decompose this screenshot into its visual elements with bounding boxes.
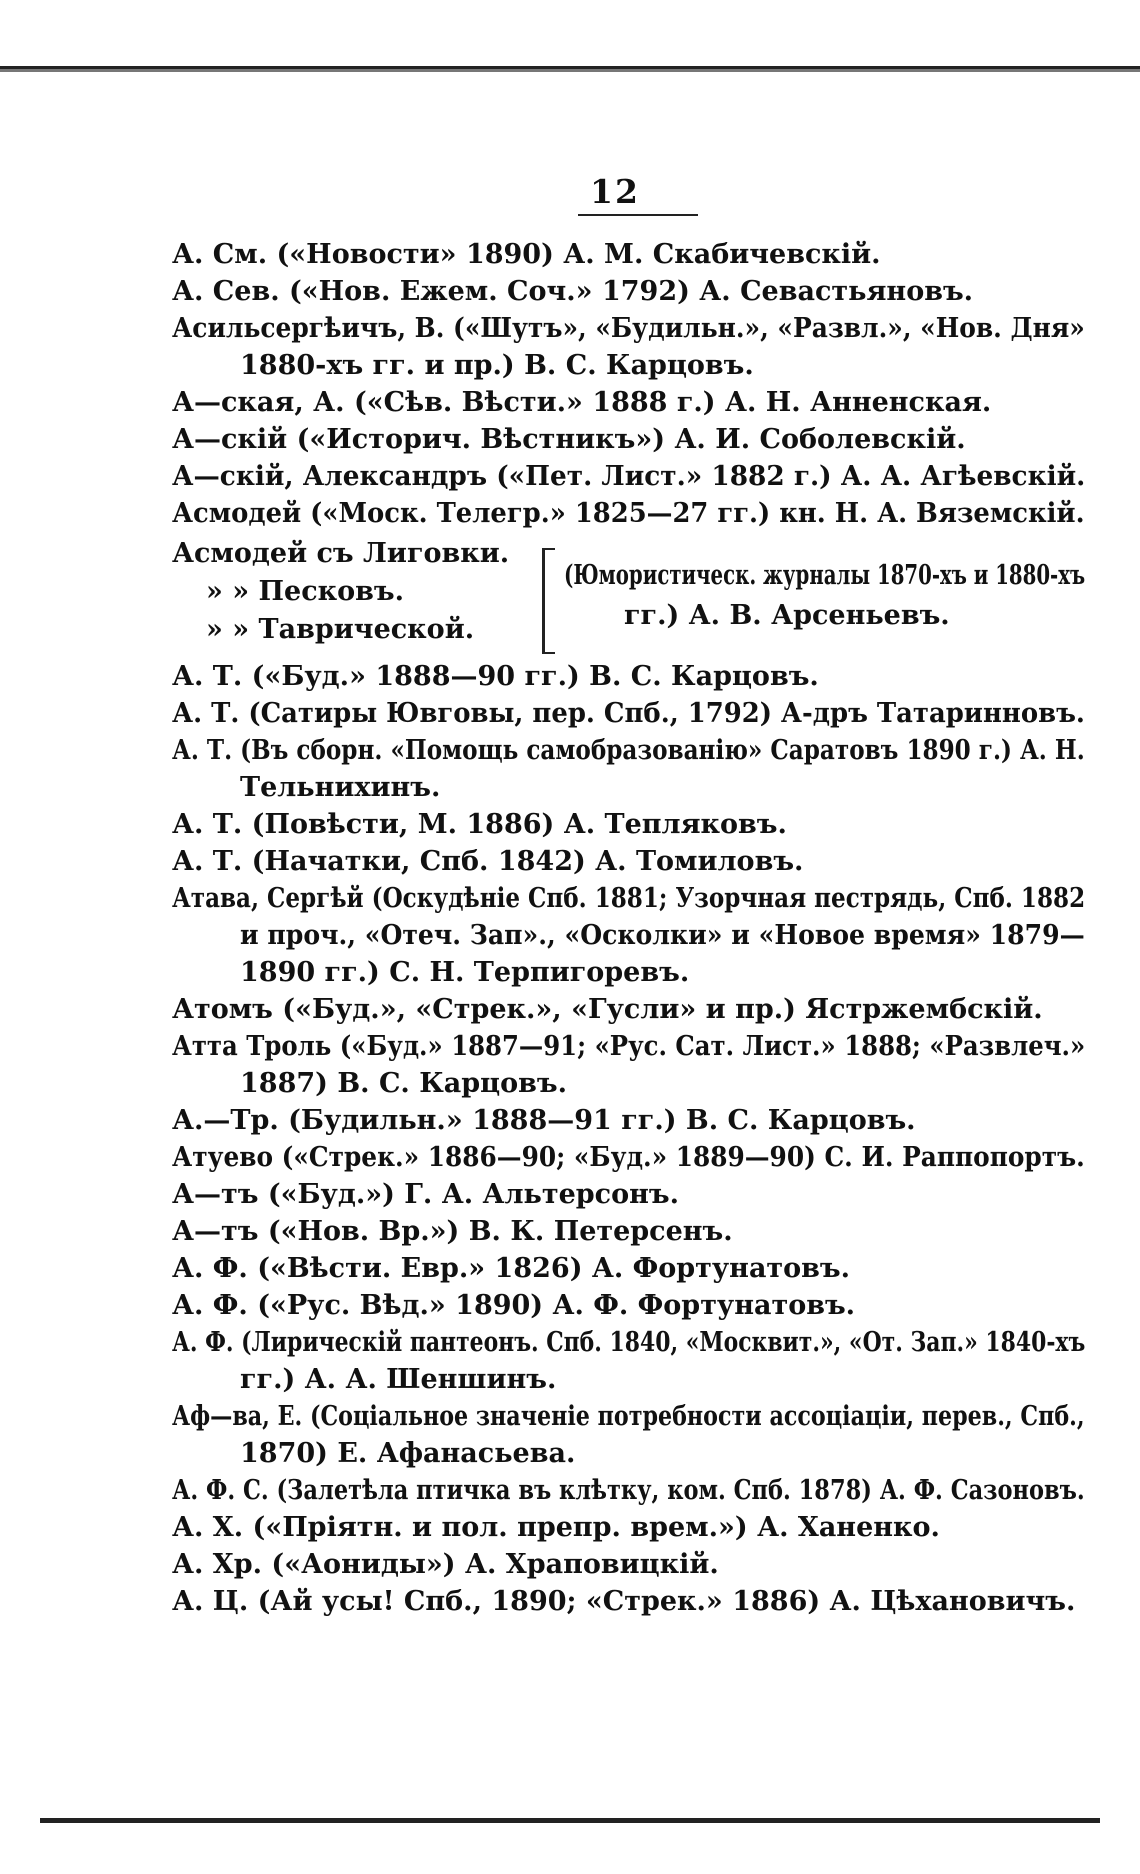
entry-line: А. Х. («Пріятн. и пол. препр. врем.») А. Ханенко. [172, 1512, 940, 1543]
entry-line: А. См. («Новости» 1890) А. М. Скабичевскій. [172, 239, 881, 270]
entry-line: А. Т. (Начатки, Спб. 1842) А. Томиловъ. [172, 846, 804, 877]
entry-line: А. Ф. («Рус. Вѣд.» 1890) А. Ф. Фортунатовъ. [172, 1290, 856, 1321]
entry-line: А. Т. (Сатиры Ювговы, пер. Спб., 1792) А-дръ Татаринновъ. [172, 698, 1085, 729]
entry-line: А. Хр. («Аониды») А. Храповицкій. [172, 1549, 719, 1580]
bottom-rule [40, 1818, 1100, 1823]
entry-line: А. Ф. (Лирическій пантеонъ. Спб. 1840, «Москвит.», «От. Зап.» 1840-хъ [172, 1327, 1086, 1358]
entry-line: и проч., «Отеч. Зап»., «Осколки» и «Новое время» 1879— [240, 920, 1085, 951]
entry-line: 1887) В. С. Карцовъ. [240, 1068, 567, 1099]
entry-line: А. Ф. («Вѣсти. Евр.» 1826) А. Фортунатовъ. [172, 1253, 851, 1284]
entry-line: Атомъ («Буд.», «Стрек.», «Гусли» и пр.) Ястржембскій. [172, 994, 1043, 1025]
entry-line: 1890 гг.) С. Н. Терпигоревъ. [240, 957, 690, 988]
entry-line: А—скій, Александръ («Пет. Лист.» 1882 г.) А. А. Агѣевскій. [172, 461, 1086, 492]
group-note-line: (Юмористическ. журналы 1870-хъ и 1880-хъ [564, 560, 1086, 591]
entry-line: гг.) А. А. Шеншинъ. [240, 1364, 557, 1395]
entry-line: А. Ф. С. (Залетѣла птичка въ клѣтку, ком. Спб. 1878) А. Ф. Сазоновъ. [172, 1475, 1085, 1506]
entry-line: 1870) Е. Афанасьева. [240, 1438, 576, 1469]
entry-line: А. Т. (Повѣсти, М. 1886) А. Тепляковъ. [172, 809, 787, 840]
entry-line: Тельнихинъ. [240, 772, 441, 803]
entry-line: А.—Тр. (Будильн.» 1888—91 гг.) В. С. Карцовъ. [172, 1105, 916, 1136]
entry-line: А—ская, А. («Сѣв. Вѣсти.» 1888 г.) А. Н. Анненская. [172, 387, 992, 418]
entry-line: Асильсергѣичъ, В. («Шутъ», «Будильн.», «Развл.», «Нов. Дня» [172, 313, 1085, 344]
entry-line: Атта Троль («Буд.» 1887—91; «Рус. Сат. Лист.» 1888; «Развлеч.» [172, 1031, 1086, 1062]
entry-line: А. Т. («Буд.» 1888—90 гг.) В. С. Карцовъ. [172, 661, 819, 692]
page-number: 12 [590, 172, 640, 211]
entry-line: 1880-хъ гг. и пр.) В. С. Карцовъ. [240, 350, 754, 381]
group-brace [542, 548, 555, 654]
group-note-line: гг.) А. В. Арсеньевъ. [624, 600, 950, 631]
entry-line: А. Сев. («Нов. Ежем. Соч.» 1792) А. Севастьяновъ. [172, 276, 974, 307]
entry-line: Асмодей («Моск. Телегр.» 1825—27 гг.) кн. Н. А. Вяземскій. [172, 498, 1085, 529]
entry-line: Атава, Сергѣй (Оскудѣніе Спб. 1881; Узорчная пестрядь, Спб. 1882 [172, 883, 1086, 914]
entry-line: А—тъ («Буд.») Г. А. Альтерсонъ. [172, 1179, 679, 1210]
group-entry-line: Асмодей съ Лиговки. [172, 538, 510, 569]
group-entry-line: » » Таврической. [206, 614, 475, 645]
entry-line: А—скій («Историч. Вѣстникъ») А. И. Соболевскій. [172, 424, 966, 455]
entry-line: А. Т. (Въ сборн. «Помощь самобразованію» Саратовъ 1890 г.) А. Н. [172, 735, 1085, 766]
entry-line: А. Ц. (Ай усы! Спб., 1890; «Стрек.» 1886) А. Цѣхановичъ. [172, 1586, 1076, 1617]
group-entry-line: » » Песковъ. [206, 576, 405, 607]
entry-line: Атуево («Стрек.» 1886—90; «Буд.» 1889—90) С. И. Раппопортъ. [172, 1142, 1085, 1173]
entry-line: А—тъ («Нов. Вр.») В. К. Петерсенъ. [172, 1216, 733, 1247]
entry-line: Аф—ва, Е. (Соціальное значеніе потребности ассоціаціи, перев., Спб., [172, 1401, 1085, 1432]
